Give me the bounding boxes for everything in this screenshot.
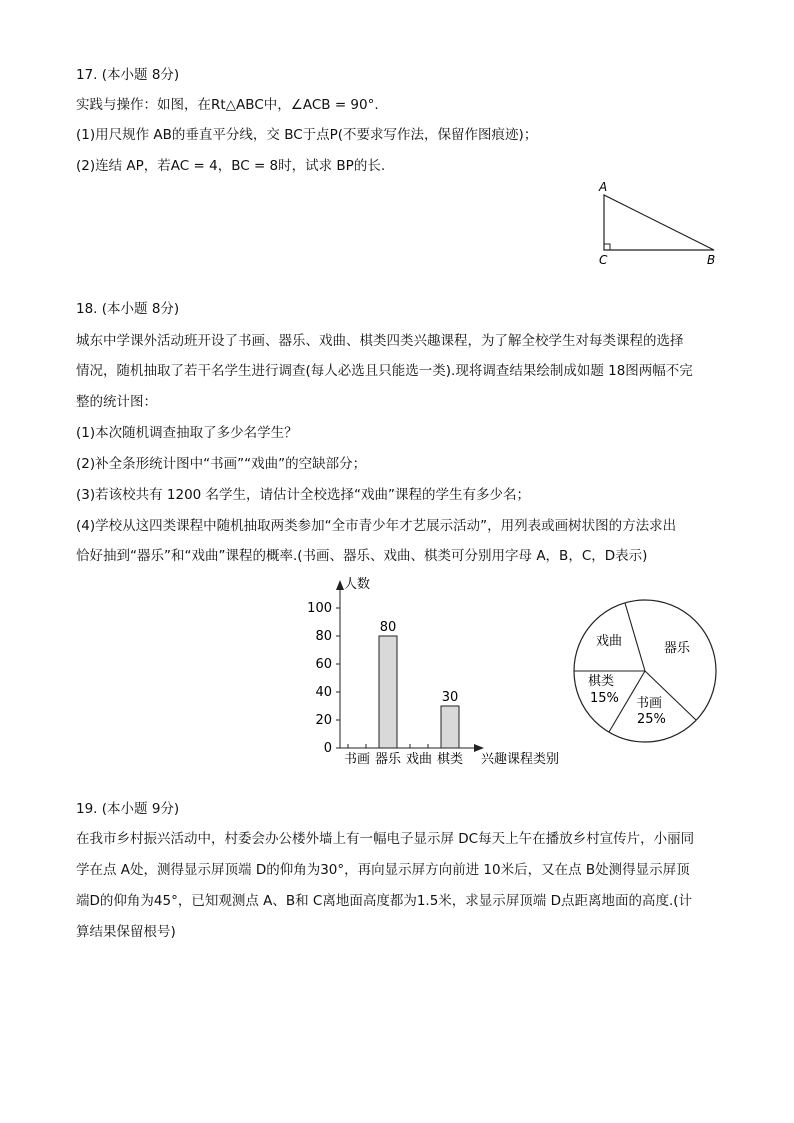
q17-header: 17. (本小题 8分): [76, 67, 180, 83]
x-axis-title: 兴趣课程类别: [481, 752, 560, 767]
q17-line-1: 实践与操作：如图，在Rt△ABC中，∠ACB = 90°.: [76, 97, 379, 113]
q18-line-7: (4)学校从这四类课程中随机抽取两类参加“全市青少年才艺展示活动”，用列表或画树状图的方法求出: [76, 518, 677, 534]
q18-line-5: (2)补全条形统计图中“书画”“戏曲”的空缺部分；: [76, 456, 367, 472]
bar: [441, 706, 459, 748]
y-tick-label: 80: [315, 629, 332, 644]
pie-chart: [566, 592, 726, 752]
vertex-b-label: B: [707, 253, 716, 267]
y-tick-label: 20: [315, 713, 332, 728]
q17-line-2: (1)用尺规作 AB的垂直平分线，交 BC于点P(不要求写作法，保留作图痕迹)；: [76, 127, 538, 143]
pie-label-shuhua: 书画: [636, 696, 663, 711]
bar-value-label: 80: [379, 620, 397, 635]
pie-label-xiqu: 戏曲: [596, 634, 623, 649]
q18-line-2: 情况，随机抽取了若干名学生进行调查(每人必选且只能选一类).现将调查结果绘制成如题 18图两幅不完: [76, 363, 693, 379]
q19-line-2: 学在点 A处，测得显示屏顶端 D的仰角为30°，再向显示屏方向前进 10米后，又在点 B处测得显示屏顶: [76, 862, 690, 878]
q18-line-4: (1)本次随机调查抽取了多少名学生？: [76, 425, 298, 441]
q17-line-3: (2)连结 AP，若AC = 4，BC = 8时，试求 BP的长.: [76, 158, 386, 174]
q19-line-1: 在我市乡村振兴活动中，村委会办公楼外墙上有一幅电子显示屏 DC每天上午在播放乡村宣传片，小丽同: [76, 831, 695, 847]
y-tick-label: 0: [323, 741, 332, 756]
pie-label-qilei: 棋类: [588, 674, 615, 689]
pie-pct-qilei: 15%: [590, 691, 619, 706]
x-axis-arrow: [474, 744, 484, 752]
y-axis-arrow: [336, 580, 344, 590]
bar-value-label: 30: [441, 690, 459, 705]
triangle-abc: [604, 195, 714, 250]
q18-line-1: 城东中学课外活动班开设了书画、器乐、戏曲、棋类四类兴趣课程，为了解全校学生对每类课程的选择: [76, 333, 684, 349]
category-label: 器乐: [374, 752, 402, 767]
bar: [379, 636, 397, 748]
y-tick-label: 60: [315, 657, 332, 672]
y-axis-title: 人数: [344, 577, 371, 592]
vertex-a-label: A: [599, 180, 608, 194]
q18-line-8: 恰好抽到“器乐”和“戏曲”课程的概率.(书画、器乐、戏曲、棋类可分别用字母 A，B，C，D表示): [76, 548, 648, 564]
q18-header: 18. (本小题 8分): [76, 301, 180, 317]
q18-line-3: 整的统计图：: [76, 394, 157, 410]
category-label: 书画: [343, 752, 371, 767]
pie-divider-top: [625, 603, 645, 671]
category-label: 戏曲: [405, 752, 433, 767]
triangle-figure: [590, 178, 730, 270]
y-tick-label: 40: [315, 685, 332, 700]
q18-line-6: (3)若该校共有 1200 名学生，请估计全校选择“戏曲”课程的学生有多少名；: [76, 487, 531, 503]
pie-label-qiyue: 器乐: [664, 641, 691, 656]
right-angle-mark: [604, 244, 610, 250]
q19-line-3: 端D的仰角为45°，已知观测点 A、B和 C离地面高度都为1.5米，求显示屏顶端 D点距离地面的高度.(计: [76, 893, 693, 909]
pie-pct-shuhua: 25%: [637, 712, 666, 727]
category-label: 棋类: [436, 752, 464, 767]
q19-header: 19. (本小题 9分): [76, 801, 180, 817]
y-tick-label: 100: [307, 601, 332, 616]
vertex-c-label: C: [599, 253, 608, 267]
bar-chart: [300, 570, 590, 770]
q19-line-4: 算结果保留根号): [76, 924, 176, 940]
